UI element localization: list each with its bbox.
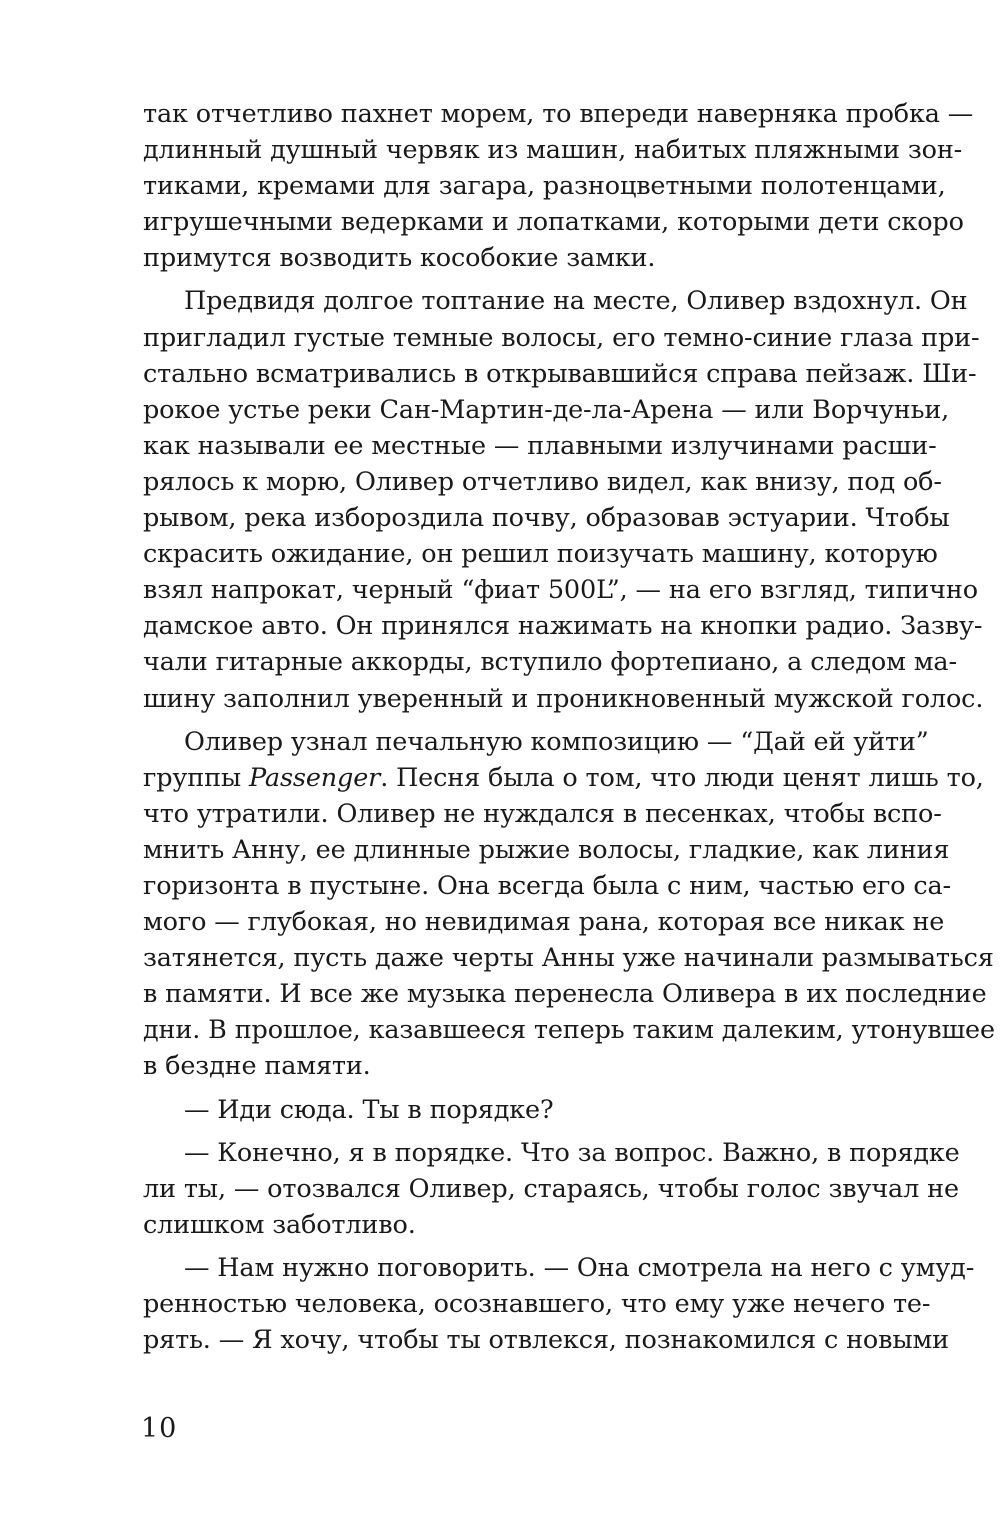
- body-text: [143, 97, 995, 1359]
- text-line: в бездне памяти.: [143, 1051, 371, 1082]
- text-line: что утратили. Оливер не нуждался в песенках, чтобы вспо-: [143, 798, 942, 829]
- text-line: тиками, кремами для загара, разноцветными полотенцами,: [143, 171, 946, 202]
- text-line: пригладил густые темные волосы, его темно-синие глаза при-: [143, 322, 980, 353]
- text-line: примутся возводить кособокие замки.: [143, 243, 656, 274]
- text-line: игрушечными ведерками и лопатками, которыми дети скоро: [143, 207, 964, 238]
- paragraph-5: [143, 1136, 960, 1244]
- paragraph-1: [143, 97, 974, 277]
- text-line: шину заполнил уверенный и проникновенный мужской голос.: [143, 683, 984, 714]
- text-line: мнить Анну, ее длинные рыжие волосы, гладкие, как линия: [143, 834, 950, 865]
- text-line: рялось к морю, Оливер отчетливо видел, как внизу, под об-: [143, 466, 942, 497]
- text-line: — Конечно, я в порядке. Что за вопрос. Важно, в порядке: [184, 1137, 960, 1168]
- text-line: Оливер узнал печальную композицию — “Дай ей уйти”: [184, 726, 929, 757]
- text-line: затянется, пусть даже черты Анны уже начинали размываться: [143, 943, 994, 974]
- text-line: в памяти. И все же музыка перенесла Оливера в их последние: [143, 979, 987, 1010]
- paragraph-4: [143, 1093, 895, 1129]
- text-line: взял напрокат, черный “фиат 500L”, — на его взгляд, типично: [143, 575, 978, 606]
- paragraph-3: [143, 725, 995, 1086]
- text-line: так отчетливо пахнет морем, то впереди наверняка пробка —: [143, 99, 974, 129]
- text-line: стально всматривались в открывавшийся справа пейзаж. Ши-: [143, 358, 977, 389]
- text-line: рокое устье реки Сан-Мартин-де-ла-Арена — или Ворчуньи,: [143, 394, 950, 425]
- text-line: как называли ее местные — плавными излучинами расши-: [143, 430, 937, 461]
- text-line: — Иди сюда. Ты в порядке?: [184, 1094, 554, 1125]
- text-line: горизонта в пустыне. Она всегда была с ним, частью его са-: [143, 870, 951, 901]
- text-line: слишком заботливо.: [143, 1209, 416, 1240]
- text-line: дамское авто. Он принялся нажимать на кнопки радио. Зазву-: [143, 611, 983, 642]
- text-line-with-italic: группы Passenger. Песня была о том, что люди ценят лишь то,: [143, 762, 984, 793]
- text-line: Предвидя долгое топтание на месте, Оливер вздохнул. Он: [184, 286, 968, 317]
- text-line: чали гитарные аккорды, вступило фортепиано, а следом ма-: [143, 647, 957, 678]
- text-line: дни. В прошлое, казавшееся теперь таким далеким, утонувшее: [143, 1015, 995, 1046]
- paragraph-2: [143, 284, 984, 717]
- text-line: мого — глубокая, но невидимая рана, которая все никак не: [143, 907, 945, 938]
- text-line: ренностью человека, осознавшего, что ему уже нечего те-: [143, 1289, 931, 1319]
- text-line: рывом, река избороздила почву, образовав эстуарии. Чтобы: [143, 503, 950, 534]
- text-line: рять. — Я хочу, чтобы ты отвлекся, познакомился с новыми: [143, 1325, 949, 1356]
- page-number: 10: [141, 1413, 178, 1444]
- text-line: ли ты, — отозвался Оливер, стараясь, чтобы голос звучал не: [143, 1173, 959, 1204]
- text-line: скрасить ожидание, он решил поизучать машину, которую: [143, 539, 938, 570]
- paragraph-6: [143, 1251, 975, 1359]
- band-name: Passenger: [249, 762, 381, 793]
- text-line: — Нам нужно поговорить. — Она смотрела на него с умуд-: [184, 1252, 975, 1283]
- text-line: длинный душный червяк из машин, набитых пляжными зон-: [143, 135, 963, 166]
